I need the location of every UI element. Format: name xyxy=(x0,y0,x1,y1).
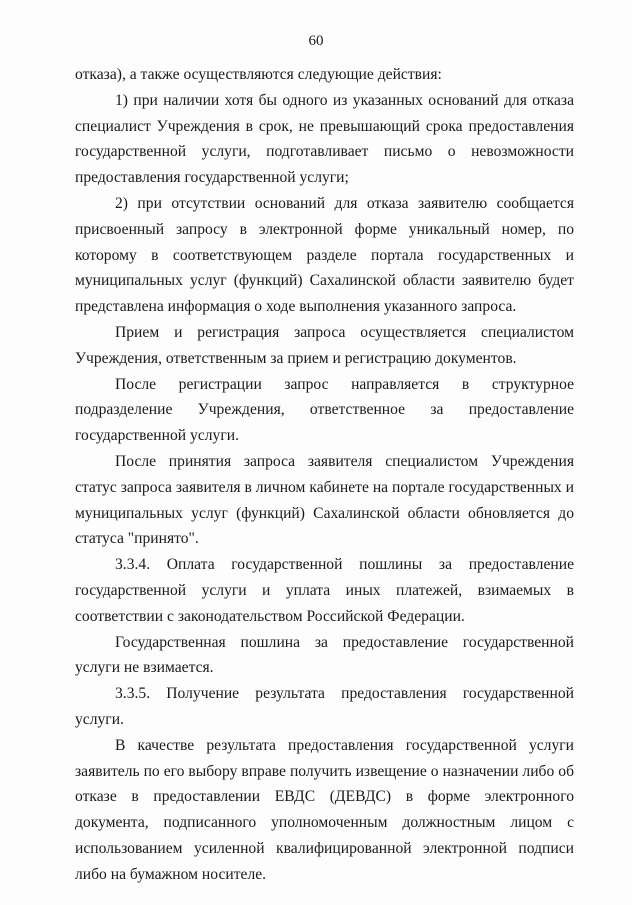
paragraph-item-1: 1) при наличии хотя бы одного из указанных оснований для отказа специалист Учреждения в срок, не превышающий срока предоставления государственной услуги, подготавливает письмо о невозможности предоставления государственной услуги; xyxy=(75,91,574,187)
paragraph-status: После принятия запроса заявителя специалистом Учреждения статус запроса заявителя в личном кабинете на портале государственных и муниципальных услуг (функций) Сахалинской области обновляется до статуса "принято". xyxy=(75,452,574,548)
section-heading-3-3-5: 3.3.5. Получение результата предоставления государственной услуги. xyxy=(75,685,574,728)
document-body xyxy=(75,62,574,888)
section-heading-3-3-4: 3.3.4. Оплата государственной пошлины за предоставление государственной услуги и уплата иных платежей, взимаемых в соответствии с законодательством Российской Федерации. xyxy=(75,556,574,625)
paragraph-item-2: 2) при отсутствии оснований для отказа заявителю сообщается присвоенный запросу в электронной форме уникальный номер, по которому в соответствующем разделе портала государственных и муниципальных услуг (функций) Сахалинской области заявителю будет представлена информация о ходе выполнения указанного запроса. xyxy=(75,194,574,316)
paragraph-registration: Прием и регистрация запроса осуществляется специалистом Учреждения, ответственным за прием и регистрацию документов. xyxy=(75,323,574,367)
paragraph-continuation: отказа), а также осуществляются следующие действия: xyxy=(75,66,442,83)
paragraph-result: В качестве результата предоставления государственной услуги заявитель по его выбору вправе получить извещение о назначении либо об отказе в предоставлении ЕВДС (ДЕВДС) в форме электронного документа, подписанного уполномоченным должностным лицом с использованием усиленной квалифицированной электронной подписи либо на бумажном носителе. xyxy=(75,736,574,883)
page-number: 60 xyxy=(308,33,324,49)
paragraph-routing: После регистрации запрос направляется в структурное подразделение Учреждения, ответственное за предоставление государственной услуги. xyxy=(75,375,574,445)
paragraph-fee: Государственная пошлина за предоставление государственной услуги не взимается. xyxy=(75,633,574,677)
